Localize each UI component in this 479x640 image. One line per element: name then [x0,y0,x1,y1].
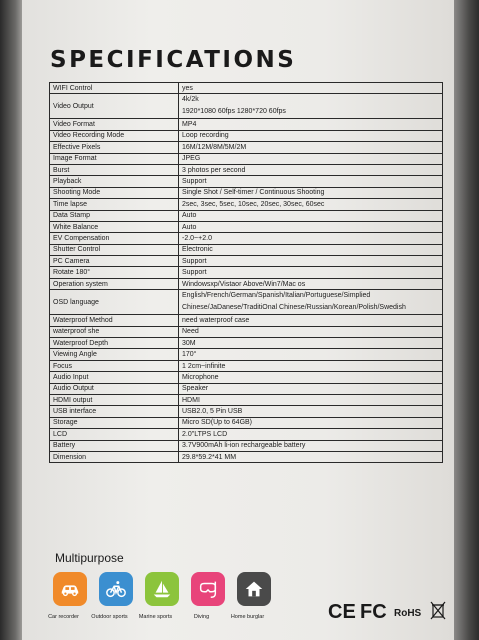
spec-label: Video Recording Mode [50,130,179,141]
spec-label: Effective Pixels [50,142,179,153]
spec-value [179,383,443,394]
spec-row [50,267,443,278]
spec-row [50,164,443,175]
spec-label: Storage [50,417,179,428]
spec-value-line: Support [182,269,207,277]
spec-label: EV Compensation [50,233,179,244]
spec-value [179,394,443,405]
spec-value-line: Auto [182,223,197,231]
spec-value [179,451,443,462]
spec-value [179,199,443,210]
fc-mark: FC [360,601,387,623]
spec-label: waterproof she [50,326,179,337]
spec-value [179,290,443,315]
spec-value-line: 170° [182,351,197,359]
spec-value [179,244,443,255]
spec-label: Waterproof Method [50,315,179,326]
spec-label: Time lapse [50,199,179,210]
spec-value [179,267,443,278]
spec-value [179,130,443,141]
spec-label: Data Stamp [50,210,179,221]
tile-label: Car recorder [48,614,79,620]
spec-value [179,119,443,130]
spec-row [50,406,443,417]
spec-value-line: Support [182,257,207,265]
rohs-mark: RoHS [394,608,422,619]
spec-label: Audio Output [50,383,179,394]
spec-value [179,210,443,221]
spec-value-line: HDMI [182,396,200,404]
spec-value [179,142,443,153]
outdoor-sports-tile [91,572,133,620]
spec-value [179,164,443,175]
spec-label: Shooting Mode [50,187,179,198]
spec-value-line: need waterproof case [182,316,250,324]
spec-value-line: 1 2cm~infinite [182,362,226,370]
spec-label: OSD language [50,290,179,315]
spec-row [50,256,443,267]
spec-row [50,130,443,141]
spec-label: Shutter Control [50,244,179,255]
spec-label: PC Camera [50,256,179,267]
box-right-edge [454,0,479,640]
spec-value-line: Loop recording [182,132,229,140]
spec-label: WIFI Control [50,83,179,94]
spec-label: LCD [50,429,179,440]
spec-value [179,360,443,371]
spec-row [50,383,443,394]
spec-row [50,440,443,451]
spec-value-line: Windowsxp/Vistaor Above/Win7/Mac os [182,280,306,288]
spec-row [50,290,443,315]
spec-table [49,82,443,463]
spec-value-line: Electronic [182,246,213,254]
spec-label: Waterproof Depth [50,338,179,349]
spec-value [179,326,443,337]
spec-row [50,372,443,383]
spec-row [50,187,443,198]
spec-value-line: Single Shot / Self-timer / Continuous Shooting [182,189,325,197]
spec-value-line: Support [182,178,207,186]
spec-value [179,83,443,94]
spec-label: Viewing Angle [50,349,179,360]
spec-row [50,394,443,405]
spec-row [50,278,443,289]
sailboat-icon [151,578,173,600]
spec-value-line: 2.0"LTPS LCD [182,430,228,438]
spec-value-line: English/French/German/Spanish/Italian/Portuguese/Simplied [182,292,371,300]
spec-value [179,176,443,187]
spec-row [50,142,443,153]
spec-value [179,94,443,119]
spec-value [179,221,443,232]
home-burglar-tile [230,572,271,620]
tile-label: Diving [193,614,210,620]
spec-value-line: Micro SD(Up to 64GB) [182,419,253,427]
spec-row [50,83,443,94]
spec-value-line: 29.8*59.2*41 MM [182,453,237,461]
spec-value [179,278,443,289]
spec-row [50,429,443,440]
spec-label: HDMI output [50,394,179,405]
spec-row [50,326,443,337]
spec-value [179,233,443,244]
spec-value-line: Speaker [182,385,209,393]
marine-sports-tile [138,572,179,620]
spec-row [50,451,443,462]
spec-row [50,221,443,232]
multipurpose-heading: Multipurpose [55,551,124,565]
spec-value [179,338,443,349]
spec-value-line: 16M/12M/8M/5M/2M [182,143,247,151]
spec-row [50,244,443,255]
spec-value [179,417,443,428]
spec-value-line: yes [182,84,193,92]
diving-mask-icon [197,578,219,600]
spec-row [50,153,443,164]
spec-label: Operation system [50,278,179,289]
spec-value-line: Chinese/JaDanese/TraditiOnal Chinese/Russian/Korean/Polish/Swedish [182,304,406,312]
spec-label: Dimension [50,451,179,462]
tile-label: Marine sports [138,614,173,620]
spec-label: Burst [50,164,179,175]
spec-row [50,233,443,244]
spec-row [50,338,443,349]
spec-row [50,417,443,428]
diving-tile [191,572,225,620]
spec-value-line: 30M [182,339,196,347]
spec-label: USB interface [50,406,179,417]
spec-value-line: MP4 [182,121,197,129]
spec-label: Image Format [50,153,179,164]
spec-label: Audio Input [50,372,179,383]
ce-mark: CE [328,601,356,623]
car-recorder-tile [48,572,87,620]
weee-bin-icon [430,600,446,620]
spec-value-line: Auto [182,212,197,220]
spec-row [50,119,443,130]
spec-value [179,429,443,440]
spec-row [50,360,443,371]
spec-value [179,372,443,383]
spec-label: Video Format [50,119,179,130]
page-title: SPECIFICATIONS [50,47,297,73]
spec-value-line: 2sec, 3sec, 5sec, 10sec, 20sec, 30sec, 60sec [182,200,325,208]
house-icon [243,578,265,600]
spec-label: Focus [50,360,179,371]
spec-label: Battery [50,440,179,451]
spec-value [179,153,443,164]
spec-value [179,315,443,326]
bicycle-icon [105,578,127,600]
spec-value-line: Need [182,328,199,336]
car-icon [59,578,81,600]
spec-row [50,315,443,326]
spec-value-line: -2.0~+2.0 [182,234,212,242]
spec-row [50,94,443,119]
spec-label: Rotate 180° [50,267,179,278]
spec-label: White Balance [50,221,179,232]
tile-label: Outdoor sports [91,614,128,620]
spec-row [50,199,443,210]
spec-row [50,176,443,187]
spec-value-line: JPEG [182,155,201,163]
spec-value [179,440,443,451]
spec-value-line: USB2.0, 5 Pin USB [182,408,243,416]
spec-row [50,210,443,221]
spec-value-line: 3.7V900mAh li-ion rechargeable battery [182,442,306,450]
spec-value [179,187,443,198]
spec-value-line: 4k/2k [182,96,199,104]
spec-value [179,256,443,267]
spec-value-line: Microphone [182,373,219,381]
spec-value-line: 1920*1080 60fps 1280*720 60fps [182,108,286,116]
spec-value [179,349,443,360]
spec-label: Video Output [50,94,179,119]
spec-value [179,406,443,417]
box-left-edge [0,0,22,640]
spec-value-line: 3 photos per second [182,166,246,174]
spec-row [50,349,443,360]
tile-label: Home burglar [230,614,265,620]
spec-label: Playback [50,176,179,187]
